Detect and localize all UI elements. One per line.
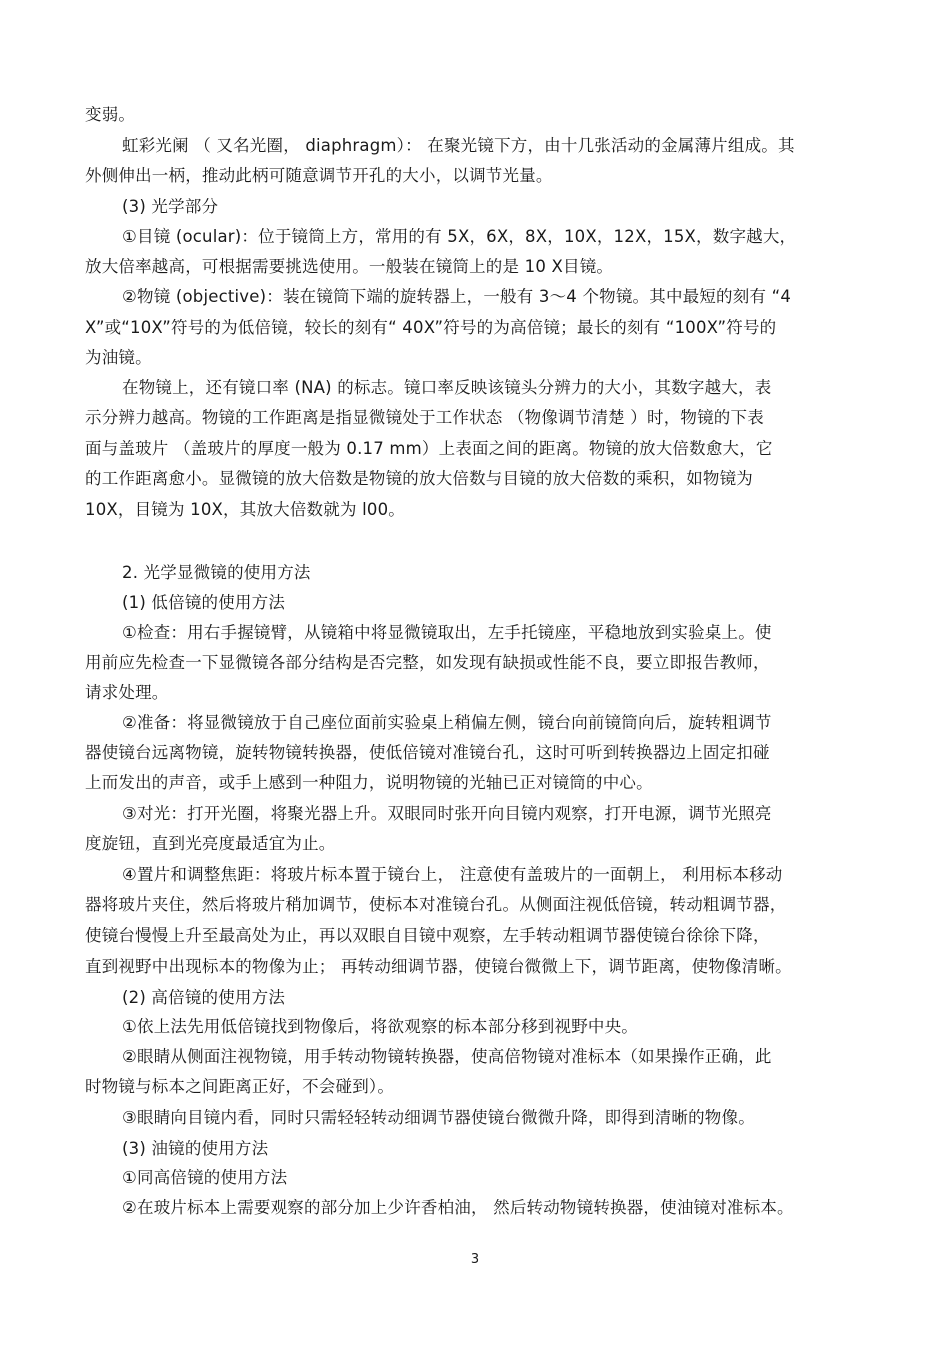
text-line: 器使镜台远离物镜，旋转物镜转换器，使低倍镜对准镜台孔，这时可听到转换器边上固定扣碰	[85, 743, 770, 762]
text-line: 器将玻片夹住，然后将玻片稍加调节，使标本对准镜台孔。从侧面注视低倍镜，转动粗调节器，	[85, 895, 787, 914]
text-line: 放大倍率越高，可根据需要挑选使用。一般装在镜筒上的是 10 X目镜。	[85, 257, 614, 276]
text-line: 为油镜。	[85, 348, 152, 367]
text-line: ②在玻片标本上需要观察的部分加上少许香柏油， 然后转动物镜转换器，使油镜对准标本。	[122, 1198, 794, 1217]
text-line: 10X，目镜为 10X，其放大倍数就为 l00。	[85, 500, 405, 519]
section-heading: 2. 光学显微镜的使用方法	[122, 563, 311, 582]
text-line: 请求处理。	[85, 683, 169, 702]
text-line: ①同高倍镜的使用方法	[122, 1168, 288, 1187]
text-line: 用前应先检查一下显微镜各部分结构是否完整，如发现有缺损或性能不良，要立即报告教师，	[85, 653, 770, 672]
text-line: 使镜台慢慢上升至最高处为止，再以双眼自目镜中观察，左手转动粗调节器使镜台徐徐下降，	[85, 926, 770, 945]
text-line: 直到视野中出现标本的物像为止； 再转动细调节器，使镜台微微上下，调节距离，使物像清晰。	[85, 957, 792, 976]
subsection-heading: (2) 高倍镜的使用方法	[122, 988, 286, 1007]
text-line: 变弱。	[85, 105, 136, 124]
subsection-heading: (1) 低倍镜的使用方法	[122, 593, 286, 612]
text-line: ③眼睛向目镜内看，同时只需轻轻转动细调节器使镜台微微升降，即得到清晰的物像。	[122, 1108, 755, 1127]
text-line: 上而发出的声音，或手上感到一种阻力，说明物镜的光轴已正对镜筒的中心。	[85, 773, 653, 792]
text-line: 面与盖玻片 （盖玻片的厚度一般为 0.17 mm）上表面之间的距离。物镜的放大倍数愈大，它	[85, 439, 773, 458]
text-line: X”或“10X”符号的为低倍镜，较长的刻有“ 40X”符号的为高倍镜；最长的刻有 “100X”符号的	[85, 318, 777, 337]
text-line: ①依上法先用低倍镜找到物像后，将欲观察的标本部分移到视野中央。	[122, 1017, 638, 1036]
text-line: 的工作距离愈小。显微镜的放大倍数是物镜的放大倍数与目镜的放大倍数的乘积，如物镜为	[85, 469, 753, 488]
subsection-heading: (3) 油镜的使用方法	[122, 1139, 269, 1158]
text-line: 示分辨力越高。物镜的工作距离是指显微镜处于工作状态 （物像调节清楚 ）时，物镜的下表	[85, 408, 764, 427]
text-line: 时物镜与标本之间距离正好，不会碰到）。	[85, 1077, 395, 1096]
text-line: ②眼睛从侧面注视物镜，用手转动物镜转换器，使高倍物镜对准标本（如果操作正确，此	[122, 1047, 772, 1066]
text-line: 在物镜上，还有镜口率 (NA) 的标志。镜口率反映该镜头分辨力的大小，其数字越大，表	[122, 378, 772, 397]
text-line: ②物镜 (objective)：装在镜筒下端的旋转器上，一般有 3～4 个物镜。其中最短的刻有 “4	[122, 287, 792, 306]
text-line: ④置片和调整焦距：将玻片标本置于镜台上， 注意使有盖玻片的一面朝上， 利用标本移动	[122, 865, 783, 884]
page-number: 3	[470, 1252, 480, 1267]
text-line: ①目镜 (ocular)：位于镜筒上方，常用的有 5X，6X，8X，10X，12X，15X，数字越大，	[122, 227, 797, 246]
text-line: 外侧伸出一柄，推动此柄可随意调节开孔的大小，以调节光量。	[85, 166, 553, 185]
text-line: ②准备：将显微镜放于自己座位面前实验桌上稍偏左侧，镜台向前镜筒向后，旋转粗调节	[122, 713, 772, 732]
section-heading: (3) 光学部分	[122, 197, 219, 216]
text-line: ③对光：打开光圈，将聚光器上升。双眼同时张开向目镜内观察，打开电源，调节光照亮	[122, 804, 772, 823]
text-line: 度旋钮，直到光亮度最适宜为止。	[85, 834, 336, 853]
text-line: 虹彩光阑 （ 又名光圈， diaphragm）： 在聚光镜下方，由十几张活动的金属薄片组成。其	[122, 136, 795, 155]
text-line: ①检查：用右手握镜臂，从镜箱中将显微镜取出，左手托镜座，平稳地放到实验桌上。使	[122, 623, 772, 642]
